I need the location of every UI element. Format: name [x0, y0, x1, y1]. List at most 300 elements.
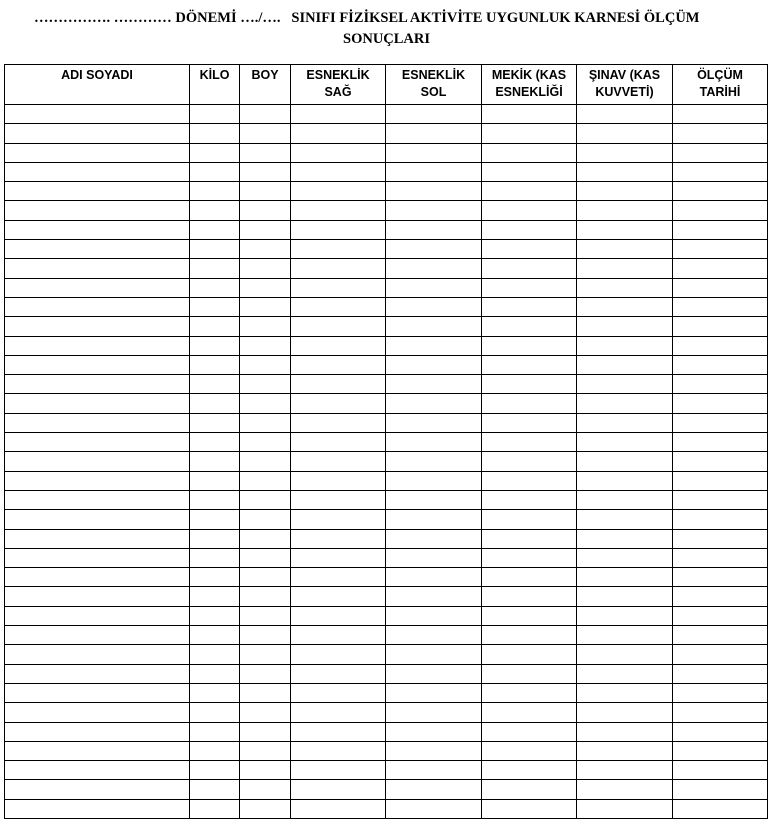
table-cell[interactable]	[386, 105, 482, 124]
table-cell[interactable]	[240, 587, 291, 606]
table-cell[interactable]	[190, 375, 240, 394]
header-boy: BOY	[240, 65, 291, 105]
table-cell[interactable]	[673, 162, 768, 181]
table-cell[interactable]	[5, 510, 190, 529]
table-cell[interactable]	[577, 799, 673, 818]
table-cell[interactable]	[5, 548, 190, 567]
table-cell[interactable]	[673, 780, 768, 799]
table-cell[interactable]	[190, 105, 240, 124]
table-cell[interactable]	[5, 645, 190, 664]
table-cell[interactable]	[386, 433, 482, 452]
table-cell[interactable]	[482, 201, 577, 220]
table-cell[interactable]	[673, 683, 768, 702]
table-cell[interactable]	[482, 355, 577, 374]
table-cell[interactable]	[291, 683, 386, 702]
table-cell[interactable]	[190, 548, 240, 567]
table-cell[interactable]	[482, 606, 577, 625]
table-cell[interactable]	[673, 143, 768, 162]
table-cell[interactable]	[291, 143, 386, 162]
table-cell[interactable]	[291, 490, 386, 509]
table-cell[interactable]	[577, 355, 673, 374]
table-cell[interactable]	[482, 568, 577, 587]
table-cell[interactable]	[673, 741, 768, 760]
table-cell[interactable]	[190, 182, 240, 201]
table-cell[interactable]	[291, 568, 386, 587]
table-cell[interactable]	[240, 220, 291, 239]
table-cell[interactable]	[291, 703, 386, 722]
table-cell[interactable]	[482, 336, 577, 355]
table-cell[interactable]	[577, 394, 673, 413]
table-cell[interactable]	[673, 375, 768, 394]
table-cell[interactable]	[5, 626, 190, 645]
table-cell[interactable]	[673, 297, 768, 316]
table-row	[5, 278, 768, 297]
table-cell[interactable]	[240, 703, 291, 722]
table-cell[interactable]	[5, 336, 190, 355]
table-cell[interactable]	[5, 297, 190, 316]
table-cell[interactable]	[240, 761, 291, 780]
table-cell[interactable]	[190, 626, 240, 645]
table-cell[interactable]	[577, 683, 673, 702]
table-cell[interactable]	[190, 529, 240, 548]
table-cell[interactable]	[577, 664, 673, 683]
table-cell[interactable]	[577, 182, 673, 201]
table-cell[interactable]	[577, 297, 673, 316]
table-cell[interactable]	[577, 471, 673, 490]
table-cell[interactable]	[190, 741, 240, 760]
table-cell[interactable]	[240, 143, 291, 162]
table-cell[interactable]	[5, 220, 190, 239]
table-cell[interactable]	[577, 433, 673, 452]
table-cell[interactable]	[291, 413, 386, 432]
table-cell[interactable]	[577, 162, 673, 181]
table-cell[interactable]	[482, 780, 577, 799]
table-cell[interactable]	[482, 297, 577, 316]
table-cell[interactable]	[386, 336, 482, 355]
table-cell[interactable]	[291, 780, 386, 799]
table-cell[interactable]	[577, 722, 673, 741]
table-cell[interactable]	[190, 761, 240, 780]
table-cell[interactable]	[482, 799, 577, 818]
table-cell[interactable]	[482, 722, 577, 741]
table-cell[interactable]	[190, 143, 240, 162]
table-cell[interactable]	[291, 799, 386, 818]
table-cell[interactable]	[577, 741, 673, 760]
table-cell[interactable]	[386, 645, 482, 664]
table-cell[interactable]	[577, 645, 673, 664]
table-cell[interactable]	[240, 413, 291, 432]
table-cell[interactable]	[577, 201, 673, 220]
table-cell[interactable]	[673, 626, 768, 645]
table-cell[interactable]	[386, 761, 482, 780]
table-cell[interactable]	[386, 664, 482, 683]
table-cell[interactable]	[386, 240, 482, 259]
table-cell[interactable]	[577, 220, 673, 239]
table-cell[interactable]	[482, 124, 577, 143]
table-cell[interactable]	[577, 703, 673, 722]
table-cell[interactable]	[5, 741, 190, 760]
table-cell[interactable]	[240, 336, 291, 355]
table-cell[interactable]	[5, 375, 190, 394]
table-cell[interactable]	[577, 240, 673, 259]
table-cell[interactable]	[291, 722, 386, 741]
table-cell[interactable]	[482, 452, 577, 471]
table-cell[interactable]	[577, 548, 673, 567]
table-cell[interactable]	[577, 336, 673, 355]
table-cell[interactable]	[386, 317, 482, 336]
table-cell[interactable]	[291, 664, 386, 683]
table-cell[interactable]	[291, 297, 386, 316]
table-cell[interactable]	[5, 240, 190, 259]
table-cell[interactable]	[673, 201, 768, 220]
table-cell[interactable]	[386, 548, 482, 567]
table-cell[interactable]	[240, 722, 291, 741]
table-cell[interactable]	[577, 124, 673, 143]
table-cell[interactable]	[482, 182, 577, 201]
table-cell[interactable]	[386, 510, 482, 529]
table-cell[interactable]	[673, 355, 768, 374]
table-cell[interactable]	[482, 162, 577, 181]
table-cell[interactable]	[291, 510, 386, 529]
table-cell[interactable]	[240, 645, 291, 664]
table-cell[interactable]	[673, 182, 768, 201]
table-cell[interactable]	[190, 452, 240, 471]
table-cell[interactable]	[386, 278, 482, 297]
table-cell[interactable]	[240, 780, 291, 799]
table-cell[interactable]	[577, 606, 673, 625]
table-cell[interactable]	[673, 510, 768, 529]
table-cell[interactable]	[190, 722, 240, 741]
table-cell[interactable]	[291, 259, 386, 278]
table-cell[interactable]	[240, 259, 291, 278]
table-cell[interactable]	[5, 683, 190, 702]
table-cell[interactable]	[240, 741, 291, 760]
table-cell[interactable]	[673, 317, 768, 336]
table-cell[interactable]	[190, 645, 240, 664]
table-cell[interactable]	[673, 606, 768, 625]
table-cell[interactable]	[577, 259, 673, 278]
table-cell[interactable]	[5, 278, 190, 297]
table-cell[interactable]	[240, 548, 291, 567]
table-cell[interactable]	[482, 394, 577, 413]
table-cell[interactable]	[291, 452, 386, 471]
table-cell[interactable]	[291, 375, 386, 394]
table-cell[interactable]	[673, 413, 768, 432]
table-cell[interactable]	[673, 548, 768, 567]
table-cell[interactable]	[190, 297, 240, 316]
table-cell[interactable]	[673, 394, 768, 413]
table-cell[interactable]	[673, 703, 768, 722]
table-cell[interactable]	[482, 510, 577, 529]
table-cell[interactable]	[386, 703, 482, 722]
table-cell[interactable]	[190, 162, 240, 181]
table-row	[5, 626, 768, 645]
table-cell[interactable]	[190, 683, 240, 702]
table-cell[interactable]	[190, 355, 240, 374]
table-cell[interactable]	[577, 490, 673, 509]
table-cell[interactable]	[577, 413, 673, 432]
table-cell[interactable]	[386, 201, 482, 220]
table-cell[interactable]	[291, 587, 386, 606]
table-cell[interactable]	[5, 490, 190, 509]
table-cell[interactable]	[577, 587, 673, 606]
table-cell[interactable]	[673, 336, 768, 355]
table-cell[interactable]	[673, 645, 768, 664]
table-cell[interactable]	[673, 722, 768, 741]
table-cell[interactable]	[291, 741, 386, 760]
table-cell[interactable]	[386, 626, 482, 645]
table-cell[interactable]	[240, 626, 291, 645]
table-cell[interactable]	[190, 490, 240, 509]
table-cell[interactable]	[240, 162, 291, 181]
table-cell[interactable]	[291, 201, 386, 220]
table-cell[interactable]	[577, 510, 673, 529]
table-cell[interactable]	[482, 220, 577, 239]
table-cell[interactable]	[5, 568, 190, 587]
table-cell[interactable]	[386, 162, 482, 181]
table-cell[interactable]	[240, 240, 291, 259]
table-cell[interactable]	[482, 548, 577, 567]
table-cell[interactable]	[291, 220, 386, 239]
table-cell[interactable]	[240, 664, 291, 683]
table-cell[interactable]	[386, 220, 482, 239]
table-cell[interactable]	[673, 278, 768, 297]
table-cell[interactable]	[673, 240, 768, 259]
table-cell[interactable]	[291, 529, 386, 548]
table-cell[interactable]	[240, 510, 291, 529]
table-cell[interactable]	[5, 780, 190, 799]
table-cell[interactable]	[190, 220, 240, 239]
table-cell[interactable]	[291, 645, 386, 664]
table-cell[interactable]	[240, 490, 291, 509]
table-cell[interactable]	[5, 143, 190, 162]
table-cell[interactable]	[190, 433, 240, 452]
table-cell[interactable]	[5, 317, 190, 336]
table-cell[interactable]	[240, 394, 291, 413]
table-cell[interactable]	[240, 317, 291, 336]
table-cell[interactable]	[386, 124, 482, 143]
table-cell[interactable]	[190, 240, 240, 259]
table-cell[interactable]	[5, 606, 190, 625]
table-cell[interactable]	[482, 105, 577, 124]
table-cell[interactable]	[482, 278, 577, 297]
table-cell[interactable]	[240, 799, 291, 818]
table-cell[interactable]	[386, 375, 482, 394]
table-cell[interactable]	[190, 471, 240, 490]
table-cell[interactable]	[577, 317, 673, 336]
table-cell[interactable]	[5, 799, 190, 818]
table-cell[interactable]	[190, 568, 240, 587]
table-cell[interactable]	[5, 761, 190, 780]
table-cell[interactable]	[190, 317, 240, 336]
table-cell[interactable]	[673, 761, 768, 780]
table-cell[interactable]	[5, 587, 190, 606]
table-cell[interactable]	[240, 683, 291, 702]
table-cell[interactable]	[291, 278, 386, 297]
table-cell[interactable]	[577, 452, 673, 471]
table-cell[interactable]	[5, 664, 190, 683]
table-cell[interactable]	[240, 278, 291, 297]
table-cell[interactable]	[291, 626, 386, 645]
table-cell[interactable]	[577, 143, 673, 162]
table-cell[interactable]	[482, 741, 577, 760]
table-cell[interactable]	[386, 741, 482, 760]
table-cell[interactable]	[291, 433, 386, 452]
table-cell[interactable]	[386, 471, 482, 490]
table-cell[interactable]	[577, 626, 673, 645]
table-cell[interactable]	[291, 606, 386, 625]
table-cell[interactable]	[386, 780, 482, 799]
table-cell[interactable]	[577, 780, 673, 799]
table-cell[interactable]	[190, 606, 240, 625]
table-cell[interactable]	[482, 490, 577, 509]
table-cell[interactable]	[240, 568, 291, 587]
table-cell[interactable]	[386, 413, 482, 432]
table-cell[interactable]	[5, 259, 190, 278]
table-cell[interactable]	[190, 510, 240, 529]
table-cell[interactable]	[386, 587, 482, 606]
table-cell[interactable]	[190, 780, 240, 799]
table-cell[interactable]	[482, 433, 577, 452]
table-cell[interactable]	[240, 297, 291, 316]
table-cell[interactable]	[240, 433, 291, 452]
table-cell[interactable]	[386, 683, 482, 702]
table-cell[interactable]	[5, 452, 190, 471]
table-cell[interactable]	[240, 471, 291, 490]
table-cell[interactable]	[386, 490, 482, 509]
table-cell[interactable]	[240, 375, 291, 394]
table-cell[interactable]	[386, 568, 482, 587]
table-cell[interactable]	[5, 413, 190, 432]
table-cell[interactable]	[577, 529, 673, 548]
table-cell[interactable]	[577, 761, 673, 780]
table-cell[interactable]	[673, 452, 768, 471]
table-cell[interactable]	[291, 761, 386, 780]
table-cell[interactable]	[386, 297, 482, 316]
table-cell[interactable]	[240, 355, 291, 374]
table-cell[interactable]	[673, 799, 768, 818]
table-cell[interactable]	[386, 452, 482, 471]
table-cell[interactable]	[291, 182, 386, 201]
table-cell[interactable]	[386, 722, 482, 741]
table-cell[interactable]	[190, 799, 240, 818]
table-cell[interactable]	[240, 105, 291, 124]
table-cell[interactable]	[673, 433, 768, 452]
table-cell[interactable]	[291, 548, 386, 567]
table-cell[interactable]	[291, 317, 386, 336]
table-cell[interactable]	[5, 722, 190, 741]
table-cell[interactable]	[673, 587, 768, 606]
table-cell[interactable]	[482, 626, 577, 645]
table-cell[interactable]	[673, 124, 768, 143]
table-cell[interactable]	[291, 394, 386, 413]
table-cell[interactable]	[5, 529, 190, 548]
table-cell[interactable]	[5, 162, 190, 181]
table-cell[interactable]	[291, 336, 386, 355]
table-cell[interactable]	[5, 703, 190, 722]
table-cell[interactable]	[386, 529, 482, 548]
table-cell[interactable]	[291, 124, 386, 143]
table-cell[interactable]	[190, 336, 240, 355]
table-cell[interactable]	[291, 355, 386, 374]
table-cell[interactable]	[673, 471, 768, 490]
table-cell[interactable]	[673, 529, 768, 548]
table-cell[interactable]	[5, 355, 190, 374]
table-cell[interactable]	[291, 162, 386, 181]
table-cell[interactable]	[673, 259, 768, 278]
table-cell[interactable]	[190, 278, 240, 297]
table-cell[interactable]	[190, 703, 240, 722]
table-cell[interactable]	[190, 664, 240, 683]
table-cell[interactable]	[673, 568, 768, 587]
table-cell[interactable]	[386, 799, 482, 818]
table-cell[interactable]	[673, 105, 768, 124]
table-cell[interactable]	[673, 220, 768, 239]
table-cell[interactable]	[386, 355, 482, 374]
table-cell[interactable]	[291, 240, 386, 259]
table-cell[interactable]	[386, 394, 482, 413]
table-cell[interactable]	[482, 761, 577, 780]
table-row	[5, 201, 768, 220]
table-cell[interactable]	[240, 452, 291, 471]
table-cell[interactable]	[291, 471, 386, 490]
table-cell[interactable]	[482, 240, 577, 259]
table-cell[interactable]	[240, 606, 291, 625]
table-cell[interactable]	[5, 433, 190, 452]
table-cell[interactable]	[240, 201, 291, 220]
table-cell[interactable]	[577, 278, 673, 297]
table-cell[interactable]	[482, 683, 577, 702]
table-cell[interactable]	[291, 105, 386, 124]
table-cell[interactable]	[482, 645, 577, 664]
table-cell[interactable]	[386, 259, 482, 278]
table-cell[interactable]	[673, 490, 768, 509]
table-cell[interactable]	[673, 664, 768, 683]
table-cell[interactable]	[5, 182, 190, 201]
table-cell[interactable]	[482, 703, 577, 722]
table-cell[interactable]	[190, 124, 240, 143]
table-cell[interactable]	[482, 587, 577, 606]
table-cell[interactable]	[577, 375, 673, 394]
table-cell[interactable]	[5, 471, 190, 490]
table-cell[interactable]	[5, 105, 190, 124]
table-cell[interactable]	[482, 259, 577, 278]
table-cell[interactable]	[5, 201, 190, 220]
table-cell[interactable]	[577, 568, 673, 587]
table-cell[interactable]	[482, 413, 577, 432]
table-cell[interactable]	[5, 394, 190, 413]
table-cell[interactable]	[386, 143, 482, 162]
table-cell[interactable]	[190, 259, 240, 278]
table-cell[interactable]	[190, 587, 240, 606]
table-cell[interactable]	[482, 143, 577, 162]
table-cell[interactable]	[240, 182, 291, 201]
table-cell[interactable]	[482, 471, 577, 490]
table-cell[interactable]	[386, 606, 482, 625]
table-cell[interactable]	[190, 413, 240, 432]
table-cell[interactable]	[190, 201, 240, 220]
table-cell[interactable]	[240, 124, 291, 143]
table-cell[interactable]	[386, 182, 482, 201]
table-cell[interactable]	[240, 529, 291, 548]
table-cell[interactable]	[5, 124, 190, 143]
table-cell[interactable]	[482, 664, 577, 683]
table-cell[interactable]	[577, 105, 673, 124]
table-cell[interactable]	[482, 317, 577, 336]
table-cell[interactable]	[482, 375, 577, 394]
table-cell[interactable]	[482, 529, 577, 548]
table-cell[interactable]	[190, 394, 240, 413]
